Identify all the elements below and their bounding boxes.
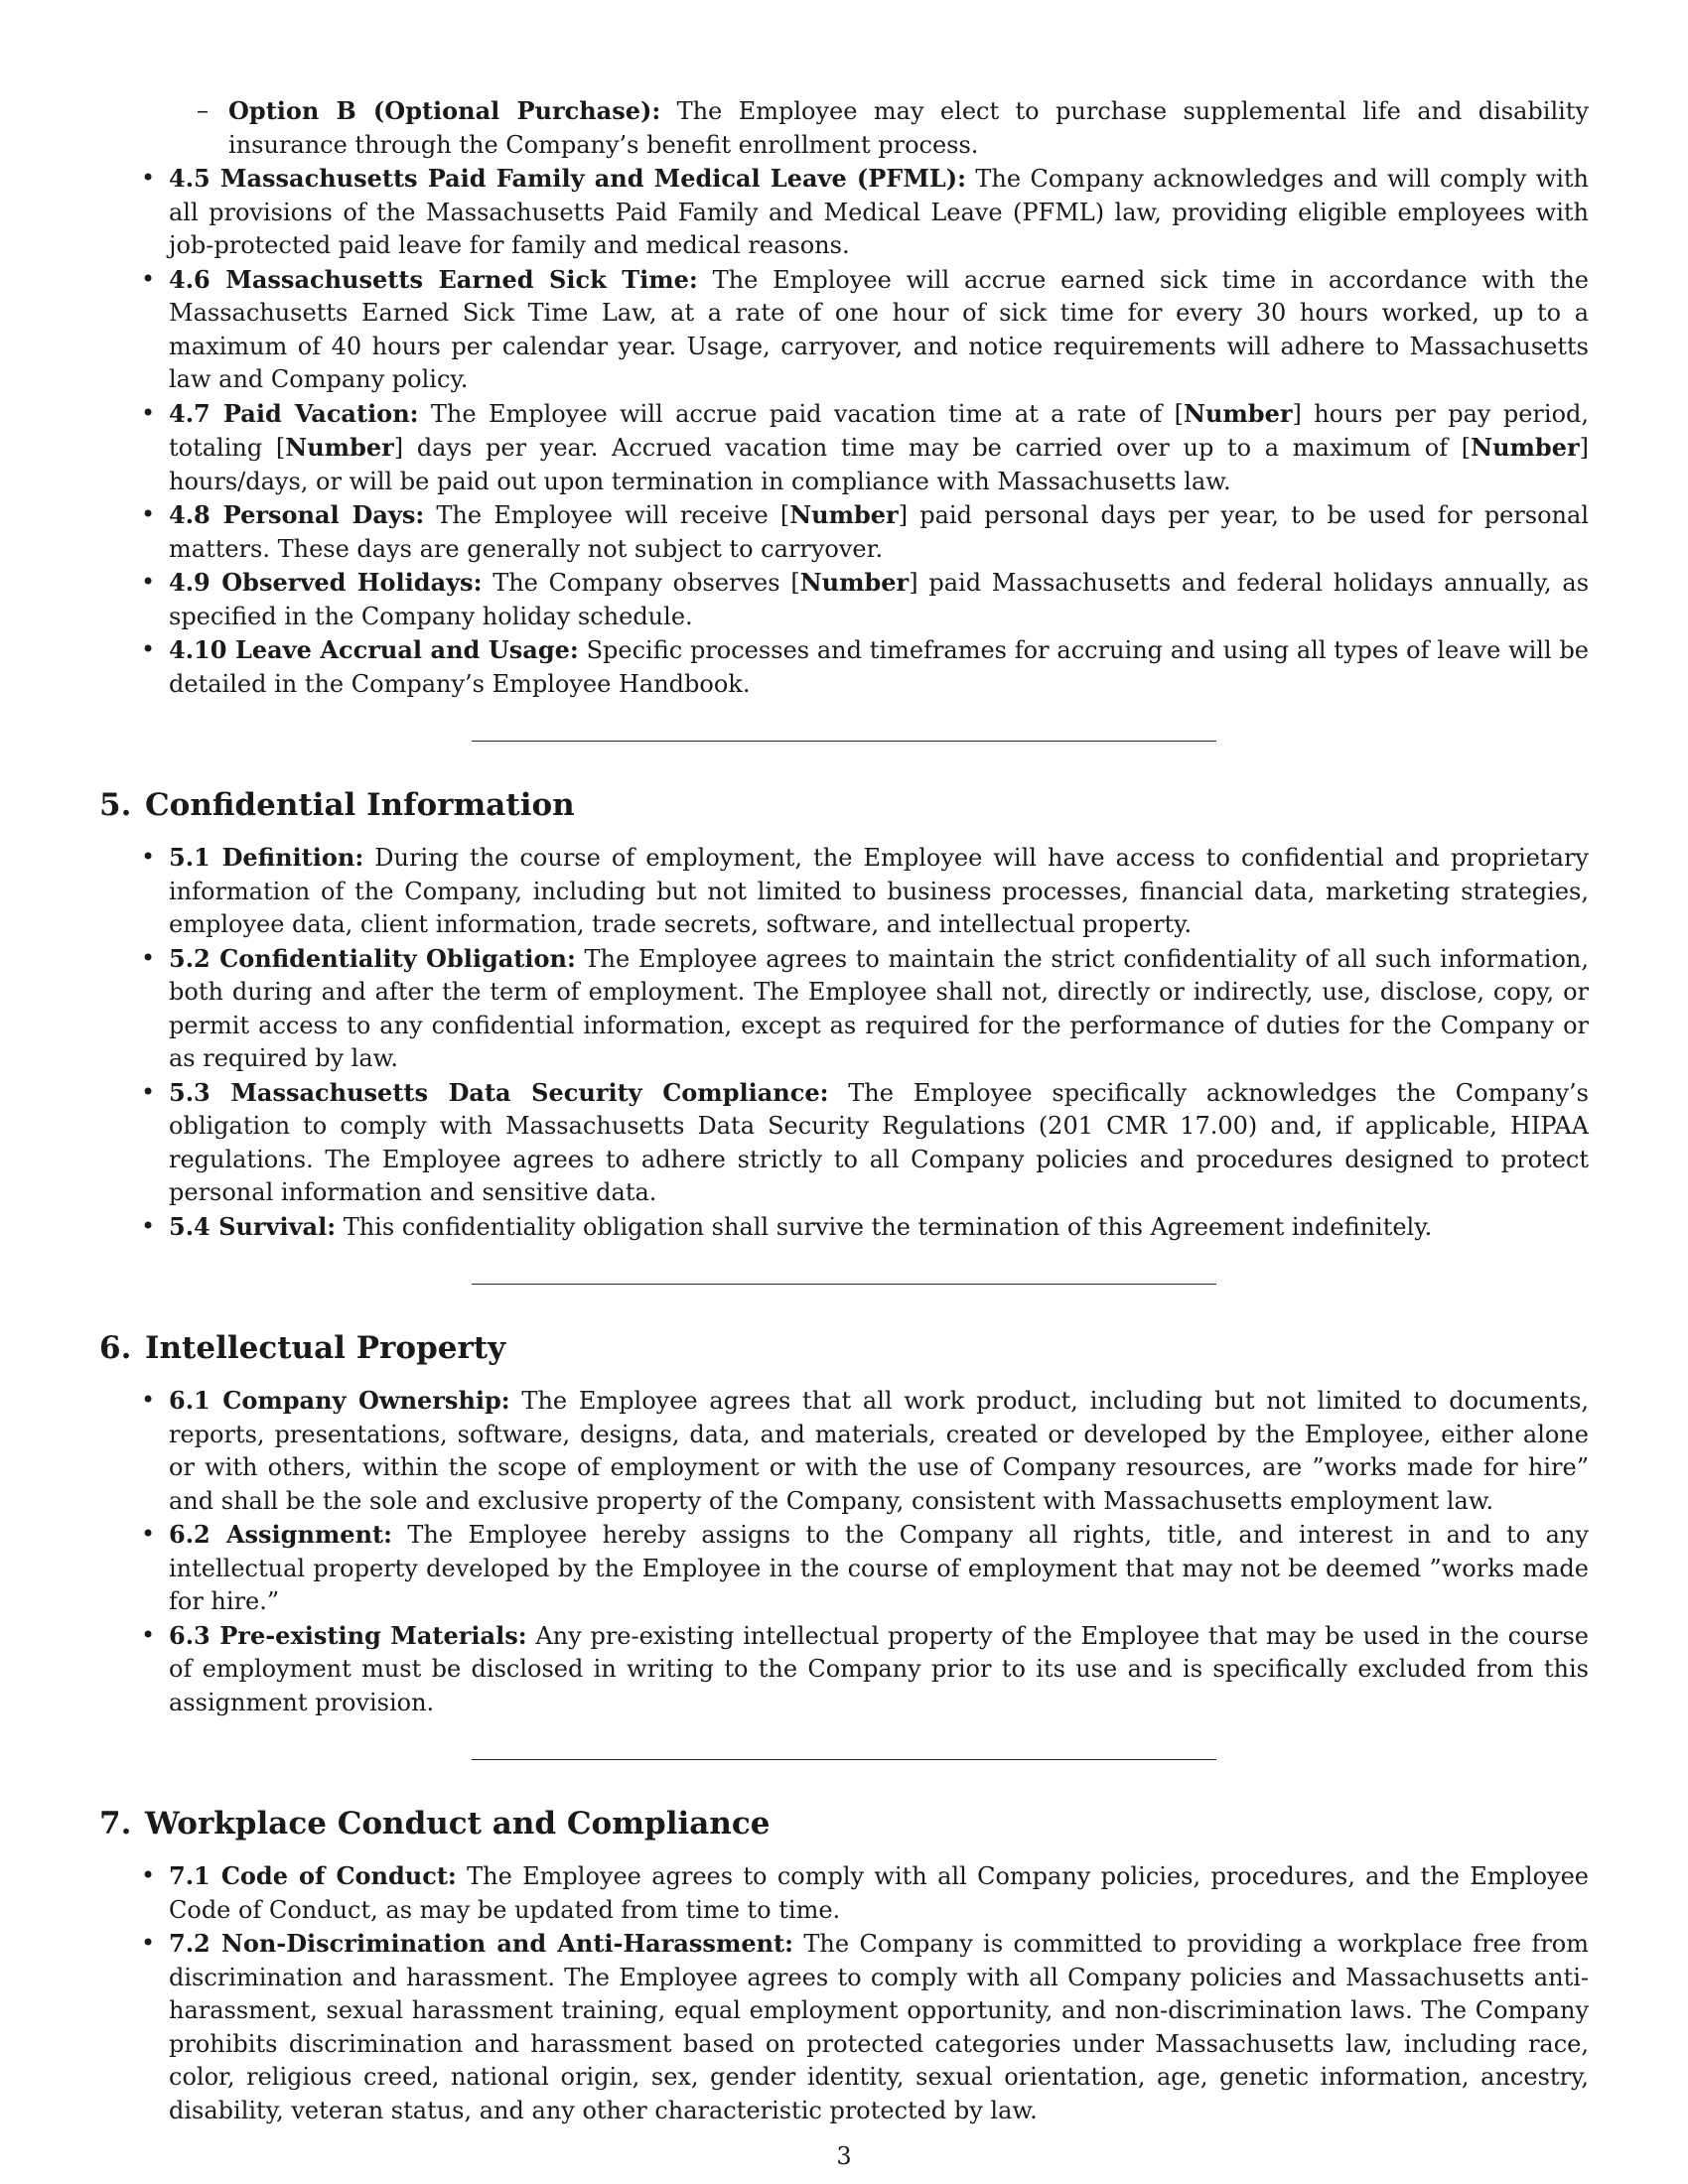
item-label: Option B (Optional Purchase): bbox=[228, 96, 661, 125]
item-label: 5.1 Definition: bbox=[169, 843, 364, 872]
item-label: 4.8 Personal Days: bbox=[169, 500, 425, 529]
section-divider bbox=[472, 1284, 1216, 1285]
item-text: The Company observes [ bbox=[482, 569, 800, 597]
list-item bbox=[169, 498, 1589, 566]
list-item bbox=[228, 94, 1589, 162]
document-body bbox=[99, 94, 1589, 2127]
section-divider bbox=[472, 741, 1216, 742]
list-item bbox=[169, 1384, 1589, 1518]
list-item bbox=[169, 1210, 1589, 1245]
placeholder-number: Number bbox=[789, 500, 899, 529]
list-item bbox=[169, 566, 1589, 633]
section-title: Workplace Conduct and Compliance bbox=[145, 1806, 771, 1842]
list-item bbox=[169, 633, 1589, 701]
placeholder-number: Number bbox=[799, 568, 910, 597]
item-text: The Company acknowledges and will comply with all provisions of the Massachusetts Paid Family and Medical Leave (PFML) law, providing eligible employees with job-protected paid leave for family and medical reasons. bbox=[169, 165, 1590, 259]
item-label: 4.5 Massachusetts Paid Family and Medical Leave (PFML): bbox=[169, 164, 966, 193]
list-item bbox=[169, 1927, 1589, 2127]
list-item bbox=[169, 841, 1589, 942]
item-text: The Employee agrees to maintain the strict confidentiality of all such information, both during and after the term of employment. The Employee shall not, directly or indirectly, use, disclose, copy, or permit access to any confidential information, except as required for the performance of duties for the Company or as required by law. bbox=[169, 944, 1590, 1072]
sub-option-list bbox=[99, 94, 1589, 162]
item-text: The Employee agrees to comply with all Company policies, procedures, and the Employee Code of Conduct, as may be updated from time to time. bbox=[169, 1862, 1589, 1924]
item-text: Specific processes and timeframes for accruing and using all types of leave will be detailed in the Company’s Employee Handbook. bbox=[169, 636, 1590, 698]
section-heading bbox=[99, 1804, 1589, 1843]
item-label: 6.1 Company Ownership: bbox=[169, 1386, 510, 1415]
section-7-list bbox=[99, 1859, 1589, 2127]
section-title: Confidential Information bbox=[145, 787, 575, 823]
item-label: 4.6 Massachusetts Earned Sick Time: bbox=[169, 264, 698, 294]
item-label: 6.3 Pre-existing Materials: bbox=[169, 1620, 527, 1650]
item-text: The Employee will accrue paid vacation time at a rate of [ bbox=[418, 399, 1184, 428]
section-5-list bbox=[99, 841, 1589, 1244]
section-heading bbox=[99, 1328, 1589, 1368]
list-item bbox=[169, 1076, 1589, 1210]
item-text: ] days per year. Accrued vacation time may be carried over up to a maximum of [ bbox=[393, 434, 1472, 462]
item-text: The Company is committed to providing a workplace free from discrimination and harassment. The Employee agrees to comply with all Company policies and Massachusetts anti-harassment, sexual harassment training, equal employment opportunity, and non-discrimination laws. The Company prohibits discrimination and harassment based on protected categories under Massachusetts law, including race, color, religious creed, national origin, sex, gender identity, sexual orientation, age, genetic information, ancestry, disability, veteran status, and any other characteristic protected by law. bbox=[169, 1930, 1590, 2124]
item-label: 4.9 Observed Holidays: bbox=[169, 568, 483, 597]
placeholder-number: Number bbox=[1184, 398, 1293, 428]
item-label: 5.4 Survival: bbox=[169, 1211, 337, 1241]
item-text: During the course of employment, the Employee will have access to confidential and proprietary information of the Company, including but not limited to business processes, financial data, marketing strategies, employee data, client information, trade secrets, software, and intellectual property. bbox=[169, 844, 1589, 938]
item-label: 5.2 Confidentiality Obligation: bbox=[169, 943, 576, 973]
item-label: 5.3 Massachusetts Data Security Compliance: bbox=[169, 1077, 829, 1107]
section-6-list bbox=[99, 1384, 1589, 1719]
item-text: The Employee hereby assigns to the Company all rights, title, and interest in and to any intellectual property developed by the Employee in the course of employment that may not be deemed ”works made for hire.” bbox=[169, 1521, 1589, 1615]
item-text: The Employee may elect to purchase supplemental life and disability insurance through the Company’s benefit enrollment process. bbox=[228, 97, 1590, 159]
section-heading bbox=[99, 785, 1589, 825]
item-text: ] paid personal days per year, to be used for personal matters. These days are generally not subject to carryover. bbox=[169, 501, 1589, 563]
item-label: 4.7 Paid Vacation: bbox=[169, 398, 419, 428]
section-number: 7. bbox=[99, 1806, 132, 1842]
item-text: ] hours/days, or will be paid out upon termination in compliance with Massachusetts law. bbox=[169, 434, 1589, 495]
item-label: 7.2 Non-Discrimination and Anti-Harassment: bbox=[169, 1929, 794, 1958]
section-4-list bbox=[99, 162, 1589, 701]
list-item bbox=[169, 942, 1589, 1076]
page-number: 3 bbox=[836, 2142, 852, 2170]
placeholder-number: Number bbox=[1471, 433, 1580, 462]
document-page bbox=[99, 94, 1589, 2127]
item-label: 6.2 Assignment: bbox=[169, 1520, 392, 1549]
item-text: ] hours per pay period, totaling [ bbox=[169, 399, 1590, 462]
section-number: 6. bbox=[99, 1330, 132, 1366]
list-item bbox=[169, 1619, 1589, 1720]
item-text: Any pre-existing intellectual property of the Employee that may be used in the course of employment must be disclosed in writing to the Company prior to its use and is specifically excluded from this assignment provision. bbox=[169, 1621, 1589, 1716]
item-text: The Employee will accrue earned sick time in accordance with the Massachusetts Earned Sick Time Law, at a rate of one hour of sick time for every 30 hours worked, up to a maximum of 40 hours per calendar year. Usage, carryover, and notice requirements will adhere to Massachusetts law and Company policy. bbox=[169, 265, 1590, 393]
list-item bbox=[169, 1859, 1589, 1927]
placeholder-number: Number bbox=[285, 433, 394, 462]
item-text: The Employee specifically acknowledges the Company’s obligation to comply with Massachusetts Data Security Regulations (201 CMR 17.00) and, if applicable, HIPAA regulations. The Employee agrees to adhere strictly to all Company policies and procedures designed to protect personal information and sensitive data. bbox=[169, 1078, 1589, 1206]
item-label: 4.10 Leave Accrual and Usage: bbox=[169, 635, 579, 664]
item-text: This confidentiality obligation shall survive the termination of this Agreement indefinitely. bbox=[336, 1212, 1433, 1241]
item-text: The Employee will receive [ bbox=[424, 501, 790, 529]
section-number: 5. bbox=[99, 787, 132, 823]
section-title: Intellectual Property bbox=[145, 1330, 506, 1366]
item-text: ] paid Massachusetts and federal holidays annually, as specified in the Company holiday schedule. bbox=[169, 569, 1590, 630]
item-text: The Employee agrees that all work product, including but not limited to documents, reports, presentations, software, designs, data, and materials, created or developed by the Employee, either alone or with others, within the scope of employment or with the use of Company resources, are ”works made for hire” and shall be the sole and exclusive property of the Company, consistent with Massachusetts employment law. bbox=[169, 1387, 1590, 1515]
item-label: 7.1 Code of Conduct: bbox=[169, 1861, 457, 1890]
list-item bbox=[169, 263, 1589, 397]
list-item bbox=[169, 397, 1589, 499]
list-item bbox=[169, 1518, 1589, 1619]
list-item bbox=[169, 162, 1589, 263]
section-divider bbox=[472, 1759, 1216, 1760]
